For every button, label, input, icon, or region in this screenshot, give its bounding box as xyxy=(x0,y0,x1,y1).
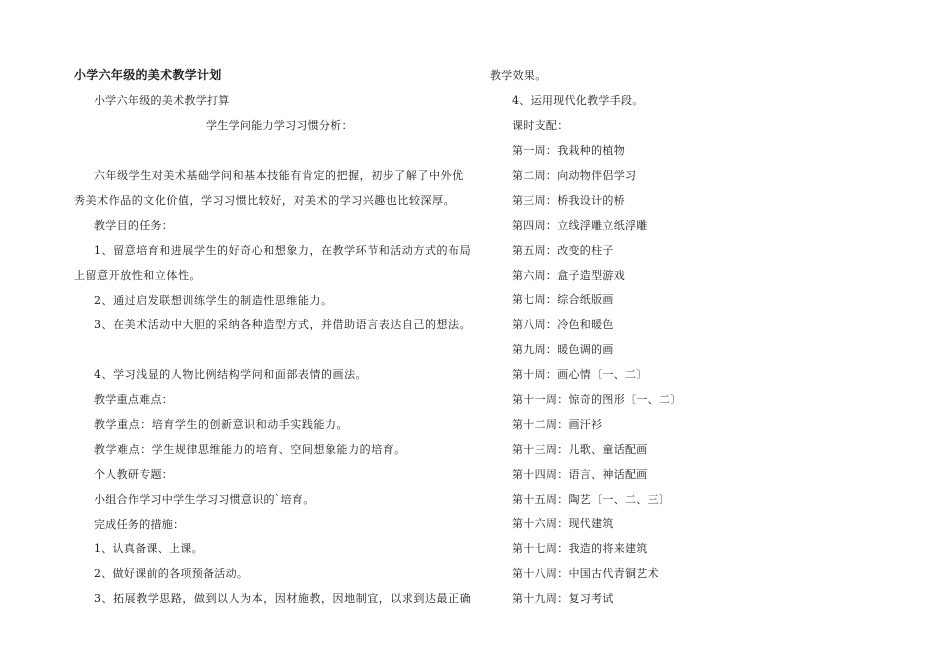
schedule-item: 第九周：暖色调的画 xyxy=(512,343,614,356)
measure-item: 1、认真备课、上课。 xyxy=(94,542,203,555)
schedule-item: 第十周：画心情〔一、二〕 xyxy=(512,368,648,381)
schedule-item: 第三周：桥我设计的桥 xyxy=(512,194,625,207)
schedule-item: 第十三周：儿歌、童话配画 xyxy=(512,443,648,456)
schedule-item: 第十九周：复习考试 xyxy=(512,592,614,605)
schedule-item: 第七周：综合纸版画 xyxy=(512,293,614,306)
schedule-heading: 课时支配： xyxy=(512,119,569,132)
schedule-item: 第四周：立线浮雕立纸浮雕 xyxy=(512,219,648,232)
schedule-item: 第十六周：现代建筑 xyxy=(512,517,614,530)
section-heading: 学生学问能力学习习惯分析： xyxy=(206,119,353,132)
task-item-continuation: 上留意开放性和立体性。 xyxy=(74,269,202,282)
measures-heading: 完成任务的措施： xyxy=(94,518,185,531)
measure-continuation: 教学效果。 xyxy=(490,69,547,82)
schedule-item: 第十八周：中国古代青铜艺术 xyxy=(512,567,659,580)
research-topic: 小组合作学习中学生学习习惯意识的`培育。 xyxy=(94,493,315,506)
key-point: 教学重点：培育学生的创新意识和动手实践能力。 xyxy=(94,418,349,431)
tasks-heading: 教学目的任务： xyxy=(94,219,174,232)
analysis-paragraph-line: 秀美术作品的文化价值，学习习惯比较好，对美术的学习兴趣也比较深厚。 xyxy=(74,194,456,207)
schedule-item: 第五周：改变的柱子 xyxy=(512,244,614,257)
measure-item: 4、运用现代化教学手段。 xyxy=(512,94,644,107)
document-title: 小学六年级的美术教学计划 xyxy=(74,68,222,82)
schedule-item: 第十七周：我造的将来建筑 xyxy=(512,542,648,555)
measure-item: 2、做好课前的各项预备活动。 xyxy=(94,567,249,580)
task-item: 2、通过启发联想训练学生的制造性思维能力。 xyxy=(94,294,333,307)
key-points-heading: 教学重点难点： xyxy=(94,393,174,406)
schedule-item: 第十四周：语言、神话配画 xyxy=(512,468,648,481)
schedule-item: 第二周：向动物伴侣学习 xyxy=(512,169,637,182)
schedule-item: 第八周：冷色和暖色 xyxy=(512,318,614,331)
schedule-item: 第一周：我栽种的植物 xyxy=(512,144,625,157)
analysis-paragraph-line: 六年级学生对美术基础学问和基本技能有肯定的把握，初步了解了中外优 xyxy=(94,169,464,182)
schedule-item: 第十二周：画汗衫 xyxy=(512,418,603,431)
schedule-item: 第十一周：惊奇的图形〔一、二〕 xyxy=(512,393,682,406)
research-heading: 个人教研专题： xyxy=(94,468,174,481)
task-item: 4、学习浅显的人物比例结构学问和面部表情的画法。 xyxy=(94,368,368,381)
measure-item: 3、拓展教学思路，做到以人为本，因材施教，因地制宜，以求到达最正确 xyxy=(94,592,472,605)
difficult-point: 教学难点：学生规律思维能力的培育、空间想象能力的培育。 xyxy=(94,443,406,456)
schedule-item: 第六周：盒子造型游戏 xyxy=(512,269,625,282)
task-item: 1、留意培育和进展学生的好奇心和想象力，在教学环节和活动方式的布局 xyxy=(94,244,472,257)
task-item: 3、在美术活动中大胆的采纳各种造型方式，并借助语言表达自己的想法。 xyxy=(94,318,472,331)
schedule-item: 第十五周：陶艺〔一、二、三〕 xyxy=(512,493,671,506)
document-subtitle: 小学六年级的美术教学打算 xyxy=(94,94,230,107)
